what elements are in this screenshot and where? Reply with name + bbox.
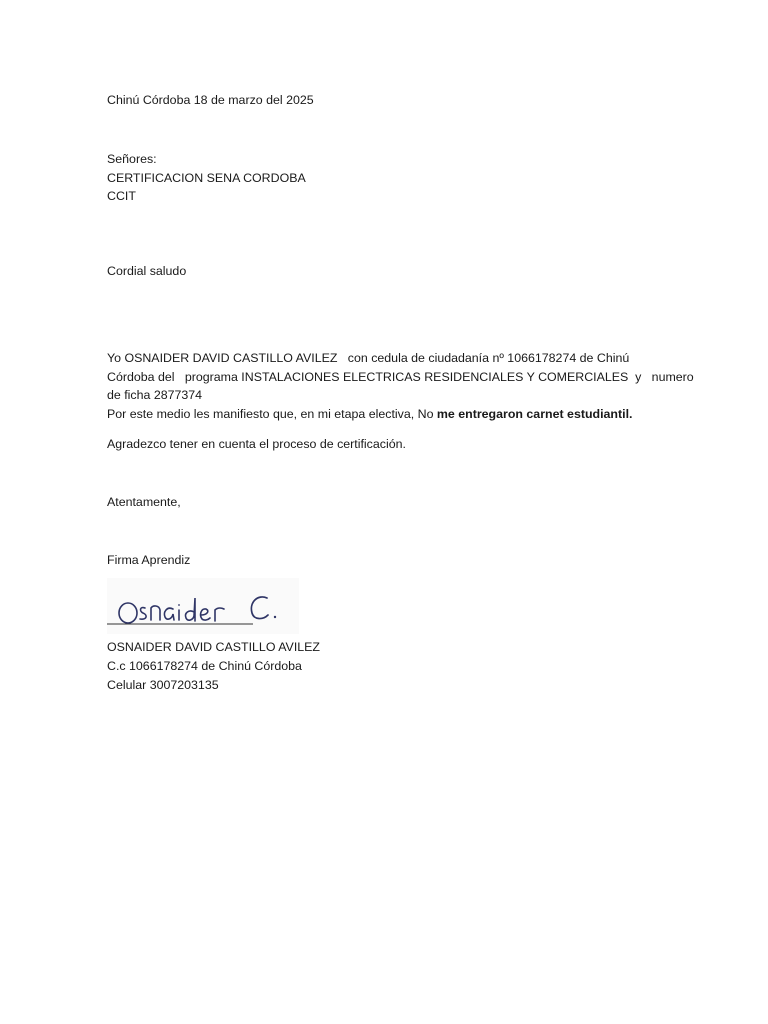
signature-label: Firma Aprendiz (107, 553, 191, 567)
recipient-greeting: Señores: (107, 152, 157, 166)
signer-name: OSNAIDER DAVID CASTILLO AVILEZ (107, 640, 320, 654)
signer-id: C.c 1066178274 de Chinú Córdoba (107, 659, 302, 673)
signer-phone: Celular 3007203135 (107, 678, 219, 692)
body-line-4 (107, 405, 667, 424)
body-line-2: Córdoba del programa INSTALACIONES ELECTRICAS RESIDENCIALES Y COMERCIALES y numero (107, 369, 694, 384)
body-line-4-emphasis: me entregaron carnet estudiantil. (436, 406, 633, 421)
thanks-line: Agradezco tener en cuenta el proceso de certificación. (107, 437, 406, 451)
recipient-organization: CERTIFICACION SENA CORDOBA (107, 171, 306, 185)
body-line-4-text: Por este medio les manifiesto que, en mi etapa electiva, No (107, 406, 437, 421)
date-line: Chinú Córdoba 18 de marzo del 2025 (107, 93, 314, 107)
body-paragraph (107, 349, 694, 423)
salutation: Cordial saludo (107, 264, 187, 278)
closing-line: Atentamente, (107, 495, 181, 509)
signature-image (107, 578, 299, 634)
recipient-unit: CCIT (107, 189, 136, 203)
body-line-3: de ficha 2877374 (107, 388, 203, 402)
body-line-1: Yo OSNAIDER DAVID CASTILLO AVILEZ con cedula de ciudadanía nº 1066178274 de Chinú (107, 351, 630, 365)
